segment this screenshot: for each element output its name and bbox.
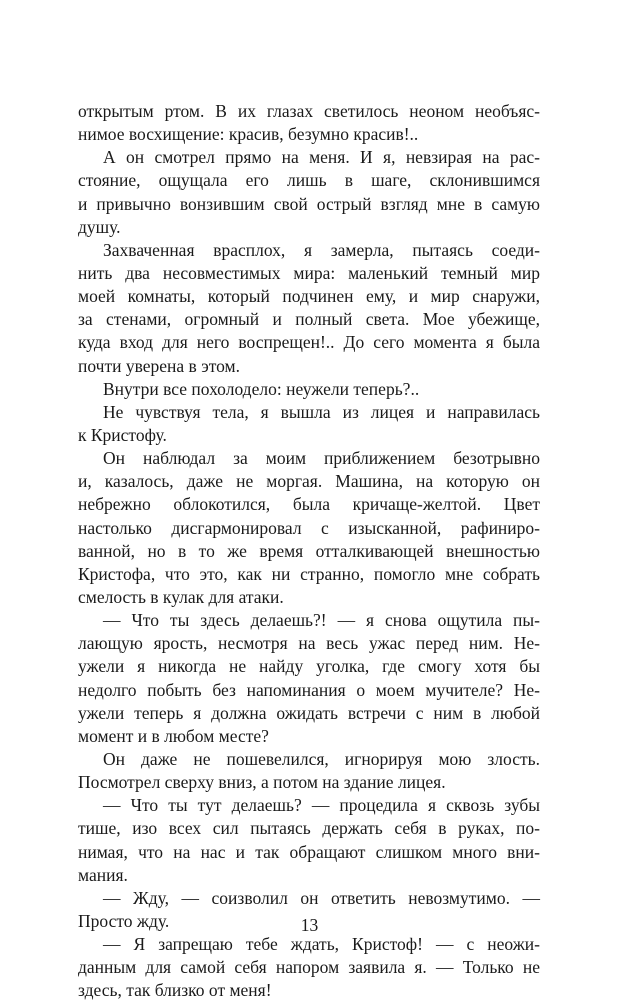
text-line: лающую ярость, несмотря на весь ужас перед ним. Не-	[78, 633, 540, 654]
text-line: небрежно облокотился, была кричаще-желтой. Цвет	[78, 494, 540, 515]
text-line: недолго побыть без напоминания о моем мучителе? Не-	[78, 679, 540, 700]
text-line: А он смотрел прямо на меня. И я, невзирая на рас-	[103, 147, 540, 168]
page-number: 13	[300, 915, 319, 935]
text-line: — Жду, — соизволил он ответить невозмутимо. —	[103, 887, 540, 908]
text-line: данным для самой себя напором заявила я. — Только не	[78, 957, 540, 978]
text-line: Он наблюдал за моим приближением безотрывно	[103, 448, 540, 469]
text-line: ванной, но в то же время отталкивающей внешностью	[78, 540, 540, 561]
text-line: тише, изо всех сил пытаясь держать себя в руках, по-	[78, 818, 540, 839]
text-line: момент и в любом месте?	[78, 725, 269, 746]
text-line: Внутри все похолодело: неужели теперь?..	[103, 378, 420, 399]
text-line: — Что ты здесь делаешь?! — я снова ощутила пы-	[103, 610, 540, 631]
body-text	[78, 100, 540, 1002]
text-line: почти уверена в этом.	[78, 355, 240, 376]
text-line: ужели я никогда не найду уголка, где смогу хотя бы	[78, 656, 540, 677]
text-line: нить два несовместимых мира: маленький темный мир	[78, 262, 540, 283]
text-line: нимое восхищение: красив, безумно красив!..	[78, 124, 419, 145]
text-line: моей комнаты, который подчинен ему, и мир снаружи,	[78, 286, 540, 307]
text-line: мания.	[78, 864, 128, 885]
text-line: куда вход для него воспрещен!.. До сего момента я была	[78, 332, 540, 353]
text-line: настолько дисгармонировал с изысканной, рафиниро-	[78, 517, 540, 538]
text-line: Посмотрел сверху вниз, а потом на здание лицея.	[78, 772, 446, 793]
text-line: и, казалось, даже не моргая. Машина, на которую он	[78, 471, 540, 492]
text-line: смелость в кулак для атаки.	[78, 586, 284, 607]
text-line: — Я запрещаю тебе ждать, Кристоф! — с неожи-	[103, 934, 540, 955]
text-line: Захваченная врасплох, я замерла, пытаясь соеди-	[103, 239, 540, 260]
text-line: и привычно вонзившим свой острый взгляд мне в самую	[78, 193, 540, 214]
text-line: Не чувствуя тела, я вышла из лицея и направилась	[103, 401, 540, 422]
text-line: здесь, так близко от меня!	[78, 980, 272, 1001]
text-line: Он даже не пошевелился, игнорируя мою злость.	[103, 748, 540, 769]
text-line: Просто жду.	[78, 910, 170, 931]
text-line: нимая, что на нас и так обращают слишком много вни-	[78, 841, 540, 862]
text-line: открытым ртом. В их глазах светилось неоном необъяс-	[78, 101, 540, 121]
text-line: душу.	[78, 216, 121, 237]
text-line: к Кристофу.	[78, 424, 167, 445]
text-line: стояние, ощущала его лишь в шаге, склонившимся	[78, 170, 540, 191]
text-line: за стенами, огромный и полный света. Мое убежище,	[78, 309, 540, 330]
text-line: ужели теперь я должна ожидать встречи с ним в любой	[78, 702, 540, 723]
text-line: Кристофа, что это, как ни странно, помогло мне собрать	[78, 563, 540, 584]
text-line: — Что ты тут делаешь? — процедила я сквозь зубы	[103, 795, 540, 816]
